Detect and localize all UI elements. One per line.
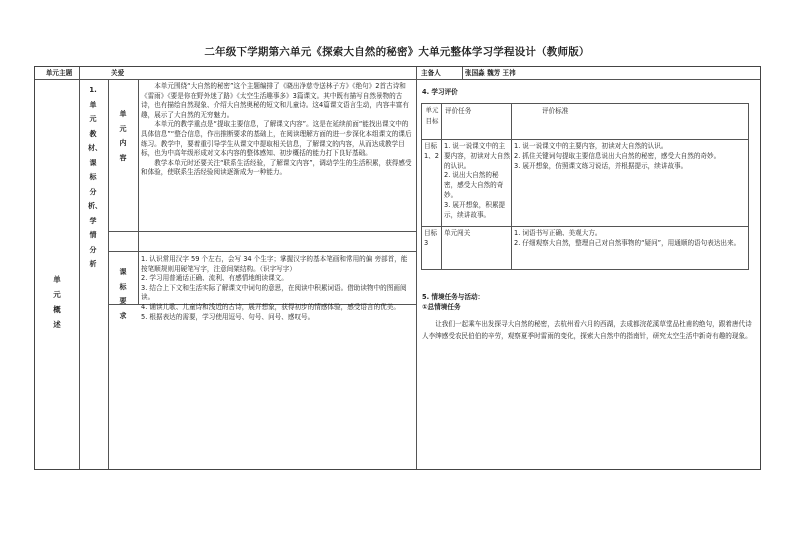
eval-row-1	[422, 139, 748, 140]
eval-col-2	[511, 104, 512, 269]
eval-row2-standards	[514, 229, 746, 249]
eval-header-standard: 评价标准	[542, 107, 569, 115]
col-divider-2	[108, 79, 109, 469]
content-paragraph-1: 本单元围绕“大自然的秘密”这个主题编排了《晓出净慈寺送林子方》《绝句》2首古诗和《雷雨》《要是你在野外迷了路》《太空生活趣事多》3篇课文。其中既有描写自然景物的古诗，也有描绘自然现象、介绍大自然奥秘的短文和儿童诗。这4篇课文语言生动，内容丰富有趣，展示了大自然的无穷魅力。	[141, 82, 409, 119]
col-divider-1	[79, 67, 80, 469]
eval-task-item: 2. 说出大自然的秘密，感受大自然的奇妙。	[444, 171, 504, 199]
eval-row1-standards	[514, 142, 746, 171]
eval-standard-item: 1. 说一说课文中的主要内容，初读对大自然的认识。	[514, 142, 668, 150]
section1-label: 1. 单元教材、课标分析、学情分析	[88, 86, 102, 268]
eval-standard-item: 2. 抓住关键词句提取主要信息说出大自然的秘密，感受大自然的奇妙。	[514, 151, 721, 160]
header-divider	[35, 79, 760, 80]
document-title: 二年级下学期第六单元《探索大自然的秘密》大单元整体学习学程设计（教师版）	[204, 46, 590, 58]
standard-item: 3. 结合上下文和生活实际了解课文中词句的意思，在阅读中积累词语。借助读物中的图画阅读。	[141, 283, 407, 302]
row-label-overview: 单元概述	[53, 275, 61, 329]
eval-header-task: 评价任务	[445, 107, 472, 115]
eval-standard-item: 2. 仔细观察大自然，整理自己对自然事物的“疑问”，用通顺的语句表达出来。	[514, 238, 741, 247]
scenario-text: 让我们一起乘车出发探寻大自然的秘密，去杭州看六月的西湖，去成都浣花溪草堂品杜甫的绝句，跟着唐代诗人李绅感受农民伯伯的辛劳，观察夏季时雷雨的变化，探索大自然中的指南针，研究太空生活中新奇有趣的现象。	[422, 320, 752, 340]
eval-standard-item: 1. 词语书写正确、美观大方。	[514, 229, 602, 237]
standard-item: 1. 认识常用汉字 59 个左右，会写 34 个生字；掌握汉字的基本笔画和常用的偏 旁部首，能按笔顺规则用硬笔写字，注意间架结构。（识字写字）	[141, 255, 408, 273]
eval-row1-tasks	[444, 142, 510, 220]
eval-standard-item: 3. 展开想象，仿照课文练习说话，并根据提示，续讲故事。	[514, 161, 688, 170]
evaluation-heading: 4. 学习评价	[422, 88, 458, 96]
col-divider-5	[462, 67, 463, 79]
scenario-heading: 5. 情境任务与活动：	[422, 293, 485, 301]
eval-task-item: 1. 说一说课文中的主要内容，初读对大自然的认识。	[444, 142, 510, 170]
standard-label: 课标要求	[119, 268, 127, 320]
content-paragraph-2: 本单元的教学重点是“提取主要信息，了解课文内容”。这是在延续前面“能找出课文中的具体信息”“整合信息，作出推断要求的基础上，在阅读理解方面的进一步深化本组课文的课后练习。教学中，要着重引导学生从课文中提取相关信息，了解课文的内容，从而达成教学目标，也为中高年级形成对文本内容的整体感知、初步概括的能力打下良好基础。	[141, 120, 412, 158]
eval-task-item: 3. 展开想象，积累提示，续讲故事。	[444, 200, 506, 219]
col-divider-4	[416, 67, 417, 469]
eval-row2-target: 目标 3	[424, 229, 438, 247]
author-value: 张国淼 魏芳 王祎	[465, 69, 516, 77]
eval-header-unit: 单元目标	[425, 106, 439, 125]
evaluation-table	[421, 103, 749, 270]
unit-theme-value: 关爱	[111, 69, 125, 77]
col-divider-3	[138, 79, 139, 304]
standard-top-divider	[108, 251, 416, 252]
eval-row1-target: 目标1、2	[424, 142, 439, 160]
content-divider	[108, 231, 416, 232]
main-table	[34, 66, 761, 470]
standard-item: 2. 学习用普通话正确、流利、有感情地朗读课文。	[141, 274, 288, 283]
content-text	[141, 82, 413, 178]
eval-row-2	[422, 226, 748, 227]
eval-row2-tasks	[444, 229, 510, 239]
eval-task-item: 单元闯关	[444, 229, 471, 237]
unit-theme-label: 单元主题	[45, 69, 73, 77]
standard-item: 5. 根据表达的需要，学习使用逗号、句号、问号、感叹号。	[141, 312, 315, 321]
scenario-subheading: ①总情境任务	[422, 303, 461, 311]
standard-list	[141, 255, 413, 322]
content-paragraph-3: 教学本单元时还要关注“联系生活经验，了解课文内容”，调动学生的生活积累，获得感受和体验，使联系生活经验阅读逐渐成为一种能力。	[141, 158, 412, 177]
author-label: 主备人	[421, 69, 441, 77]
standard-item: 4. 诵读儿歌、儿童诗和浅近的古诗，展开想象，获得初步的情感体验，感受语言的优美。	[141, 302, 400, 311]
content-label: 单元内容	[119, 110, 127, 162]
